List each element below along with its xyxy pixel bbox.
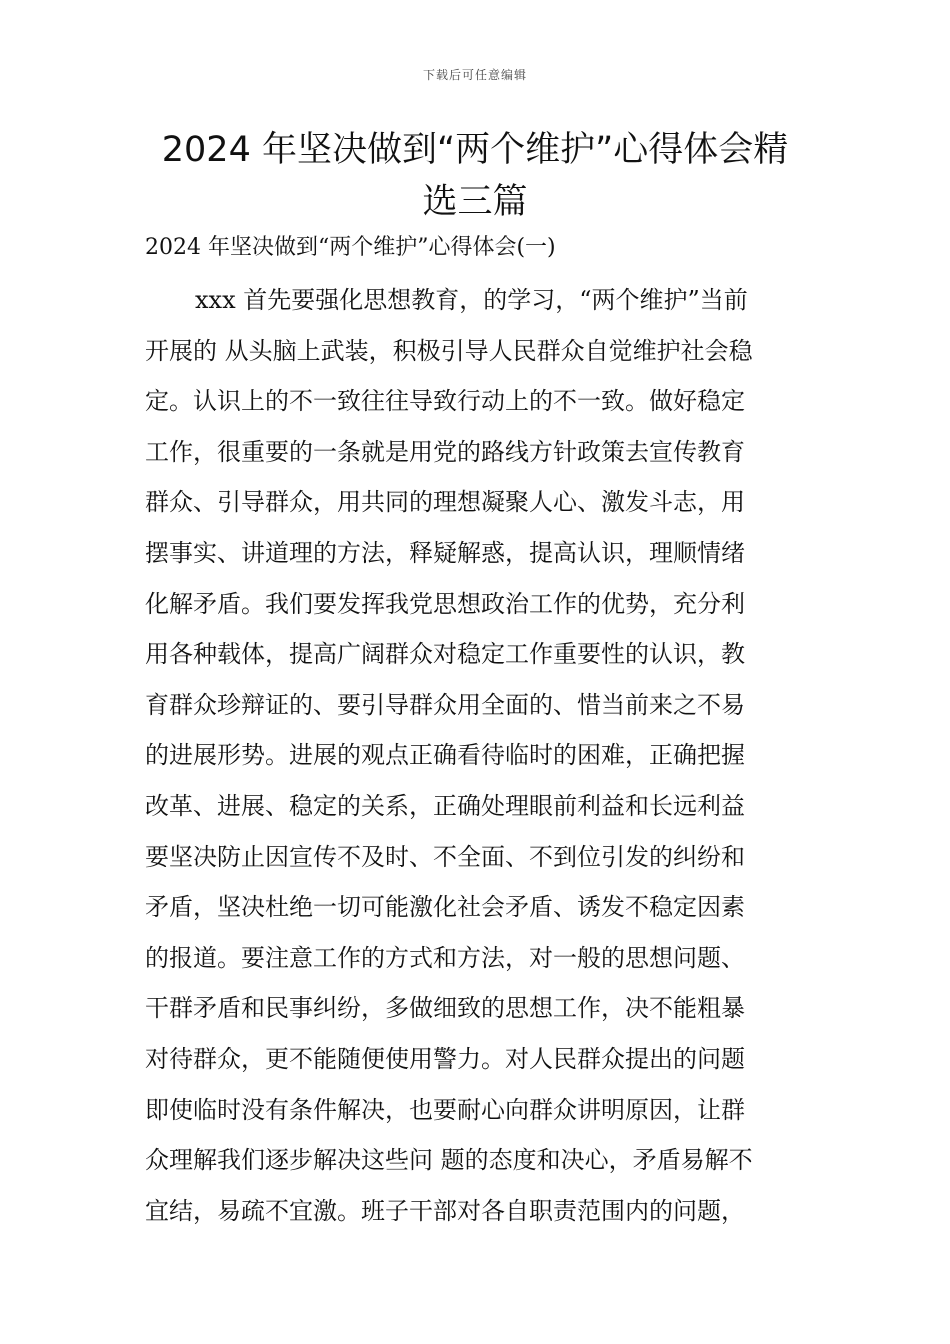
title-line-1: 2024 年坚决做到“两个维护”心得体会精: [161, 130, 789, 170]
body-line: 改革、进展、稳定的关系，正确处理眼前利益和长远利益: [145, 791, 745, 820]
body-line: 矛盾，坚决杜绝一切可能激化社会矛盾、诱发不稳定因素: [145, 893, 745, 922]
body-line: 宜结，易疏不宜激。班子干部对各自职责范围内的问题，: [145, 1196, 745, 1225]
header-note: 下载后可任意编辑: [422, 68, 527, 82]
body-line: 开展的 从头脑上武装，积极引导人民群众自觉维护社会稳: [145, 336, 753, 365]
body-line: 育群众珍辩证的、要引导群众用全面的、惜当前来之不易: [145, 690, 745, 719]
body-line: 干群矛盾和民事纠纷，多做细致的思想工作，决不能粗暴: [145, 994, 745, 1023]
body-line: 对待群众，更不能随便使用警力。对人民群众提出的问题: [145, 1044, 745, 1073]
body-paragraph: [145, 280, 815, 1241]
body-line: 群众、引导群众，用共同的理想凝聚人心、激发斗志，用: [145, 488, 745, 517]
body-line: 的报道。要注意工作的方式和方法，对一般的思想问题、: [145, 943, 745, 972]
body-line: 工作，很重要的一条就是用党的路线方针政策去宣传教育: [145, 437, 745, 466]
body-line: 摆事实、讲道理的方法，释疑解惑，提高认识，理顺情绪: [145, 538, 745, 567]
body-line: 要坚决防止因宣传不及时、不全面、不到位引发的纠纷和: [145, 842, 745, 871]
title-line-2: 选三篇: [422, 182, 528, 222]
body-line: 即使临时没有条件解决，也要耐心向群众讲明原因，让群: [145, 1095, 745, 1124]
body-line: 化解矛盾。我们要发挥我党思想政治工作的优势，充分利: [145, 589, 745, 618]
section-subtitle: 2024 年坚决做到“两个维护”心得体会(一): [145, 235, 556, 260]
body-line: 用各种载体，提高广阔群众对稳定工作重要性的认识，教: [145, 640, 745, 669]
body-line: 定。认识上的不一致往往导致行动上的不一致。做好稳定: [145, 387, 745, 416]
body-line: xxx 首先要强化思想教育，的学习，“两个维护”当前: [195, 286, 748, 314]
body-line: 的进展形势。进展的观点正确看待临时的困难，正确把握: [145, 741, 745, 770]
document-title: [140, 124, 810, 228]
body-line: 众理解我们逐步解决这些问 题的态度和决心，矛盾易解不: [145, 1146, 753, 1175]
